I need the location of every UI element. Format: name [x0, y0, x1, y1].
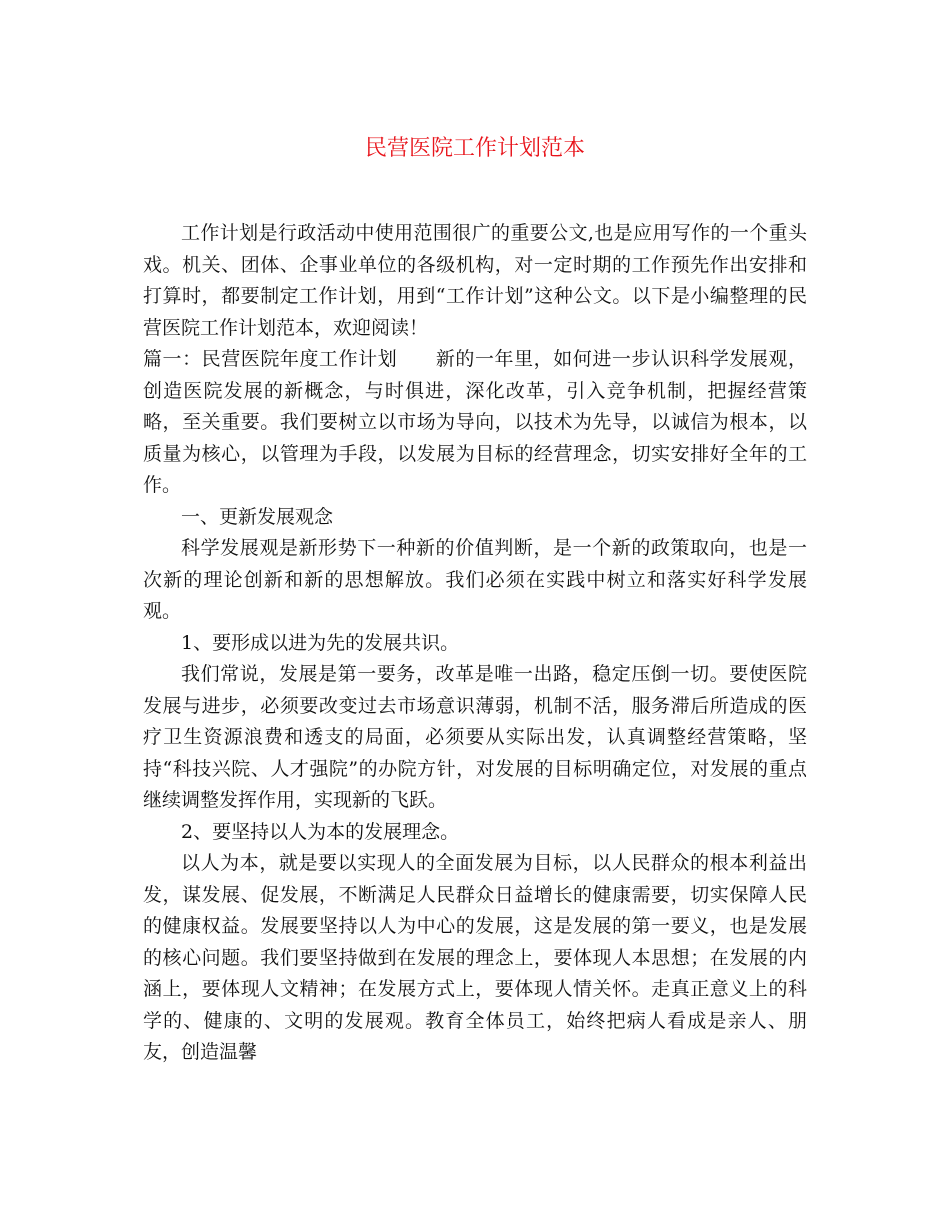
item1-heading: 1、要形成以进为先的发展共识。	[181, 631, 460, 654]
section1-heading: 一、更新发展观念	[181, 505, 334, 528]
section1-paragraph: 科学发展观是新形势下一种新的价值判断，是一个新的政策取向，也是一次新的理论创新和新的思想解放。我们必须在实践中树立和落实好科学发展观。	[143, 537, 807, 622]
intro-paragraph: 工作计划是行政活动中使用范围很广的重要公文,也是应用写作的一个重头戏。机关、团体、企事业单位的各级机构，对一定时期的工作预先作出安排和打算时，都要制定工作计划，用到“工作计划”这种公文。以下是小编整理的民营医院工作计划范本，欢迎阅读！	[143, 222, 807, 339]
document-title: 民营医院工作计划范本	[364, 136, 585, 161]
item2-heading: 2、要坚持以人为本的发展理念。	[181, 820, 460, 843]
document-body	[143, 218, 807, 1069]
part1-intro: 新的一年里，如何进一步认识科学发展观，创造医院发展的新概念，与时俱进，深化改革，引入竞争机制，把握经营策略，至关重要。我们要树立以市场为导向，以技术为先导，以诚信为根本，以质量为核心，以管理为手段，以发展为目标的经营理念，切实安排好全年的工作。	[143, 348, 807, 496]
item1-paragraph: 我们常说，发展是第一要务，改革是唯一出路，稳定压倒一切。要使医院发展与进步，必须要改变过去市场意识薄弱，机制不活，服务滞后所造成的医疗卫生资源浪费和透支的局面，必须要从实际出发，认真调整经营策略，坚持“科技兴院、人才强院”的办院方针，对发展的目标明确定位，对发展的重点继续调整发挥作用，实现新的飞跃。	[143, 663, 807, 811]
item2-paragraph: 以人为本，就是要以实现人的全面发展为目标，以人民群众的根本利益出发，谋发展、促发展，不断满足人民群众日益增长的健康需要，切实保障人民的健康权益。发展要坚持以人为中心的发展，这是发展的第一要义，也是发展的核心问题。我们要坚持做到在发展的理念上，要体现人本思想；在发展的内涵上，要体现人文精神；在发展方式上，要体现人情关怀。走真正意义上的科学的、健康的、文明的发展观。教育全体员工，始终把病人看成是亲人、朋友，创造温馨	[143, 852, 807, 1063]
part1-heading: 篇一：民营医院年度工作计划	[143, 348, 398, 370]
part1-paragraph	[143, 344, 807, 502]
